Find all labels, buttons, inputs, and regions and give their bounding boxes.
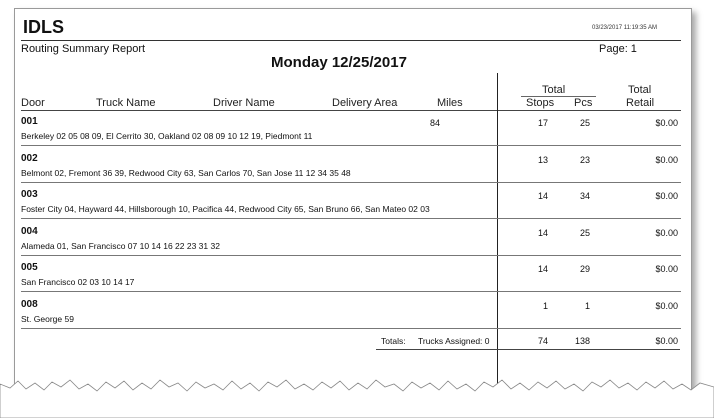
row-delivery-areas: San Francisco 02 03 10 14 17 bbox=[21, 277, 135, 287]
row-retail: $0.00 bbox=[655, 300, 678, 311]
row-pcs: 23 bbox=[579, 154, 590, 165]
row-delivery-areas: Belmont 02, Fremont 36 39, Redwood City 63, San Carlos 70, San Jose 11 12 34 35 48 bbox=[21, 167, 351, 178]
totals-label: Totals: bbox=[381, 336, 406, 346]
row-door: 005 bbox=[21, 262, 38, 273]
page-number: Page: 1 bbox=[599, 43, 637, 55]
trucks-assigned: Trucks Assigned: 0 bbox=[418, 336, 490, 346]
column-header-rule bbox=[21, 110, 681, 111]
row-retail: $0.00 bbox=[655, 191, 678, 201]
row-retail: $0.00 bbox=[655, 154, 678, 165]
totals-rule bbox=[376, 349, 680, 350]
col-header-truck-name: Truck Name bbox=[96, 97, 156, 109]
col-header-total-group: Total bbox=[542, 84, 566, 96]
row-stops: 13 bbox=[537, 154, 548, 165]
report-subtitle: Routing Summary Report bbox=[21, 43, 146, 55]
totals-divider bbox=[497, 73, 498, 403]
row-divider bbox=[21, 291, 681, 292]
row-stops: 14 bbox=[537, 191, 548, 201]
row-door: 002 bbox=[21, 152, 38, 164]
row-stops: 14 bbox=[537, 227, 548, 238]
row-delivery-areas: Alameda 01, San Francisco 07 10 14 16 22 23 31 32 bbox=[21, 240, 220, 251]
header-rule bbox=[21, 40, 681, 41]
row-divider bbox=[21, 218, 681, 219]
col-header-stops: Stops bbox=[526, 97, 555, 109]
row-miles: 84 bbox=[429, 118, 440, 128]
col-header-door: Door bbox=[21, 97, 45, 109]
row-retail: $0.00 bbox=[655, 118, 678, 128]
row-divider bbox=[21, 145, 681, 146]
row-retail: $0.00 bbox=[655, 227, 678, 238]
report-date: Monday 12/25/2017 bbox=[271, 54, 407, 71]
totals-pcs: 138 bbox=[574, 336, 590, 346]
row-divider bbox=[21, 328, 681, 329]
row-stops: 14 bbox=[537, 264, 548, 274]
row-delivery-areas: Foster City 04, Hayward 44, Hillsborough 10, Pacifica 44, Redwood City 65, San Bruno 66, San Mateo 02 03 bbox=[21, 204, 430, 214]
row-stops: 1 bbox=[542, 300, 548, 311]
row-stops: 17 bbox=[537, 118, 548, 128]
company-name: IDLS bbox=[23, 17, 65, 37]
row-divider bbox=[21, 182, 681, 183]
col-header-total-retail-2: Retail bbox=[626, 97, 655, 109]
row-pcs: 25 bbox=[579, 118, 590, 128]
row-door: 003 bbox=[21, 189, 38, 200]
totals-retail: $0.00 bbox=[655, 336, 678, 346]
row-delivery-areas: St. George 59 bbox=[21, 313, 74, 324]
col-header-delivery-area: Delivery Area bbox=[332, 97, 398, 109]
row-door: 001 bbox=[21, 116, 38, 127]
col-header-total-retail-1: Total bbox=[628, 84, 652, 96]
row-door: 004 bbox=[21, 225, 38, 237]
row-pcs: 1 bbox=[584, 300, 590, 311]
col-header-driver-name: Driver Name bbox=[213, 97, 275, 109]
totals-stops: 74 bbox=[537, 336, 548, 346]
col-header-miles: Miles bbox=[437, 97, 463, 109]
row-pcs: 29 bbox=[579, 264, 590, 274]
print-timestamp: 03/23/2017 11:19:35 AM bbox=[592, 25, 657, 31]
row-door: 008 bbox=[21, 298, 38, 310]
row-delivery-areas: Berkeley 02 05 08 09, El Cerrito 30, Oakland 02 08 09 10 12 19, Piedmont 11 bbox=[21, 131, 313, 141]
col-header-pcs: Pcs bbox=[574, 97, 593, 109]
row-pcs: 25 bbox=[579, 227, 590, 238]
row-retail: $0.00 bbox=[655, 264, 678, 274]
row-divider bbox=[21, 255, 681, 256]
torn-paper-edge bbox=[0, 374, 714, 418]
row-pcs: 34 bbox=[579, 191, 590, 201]
